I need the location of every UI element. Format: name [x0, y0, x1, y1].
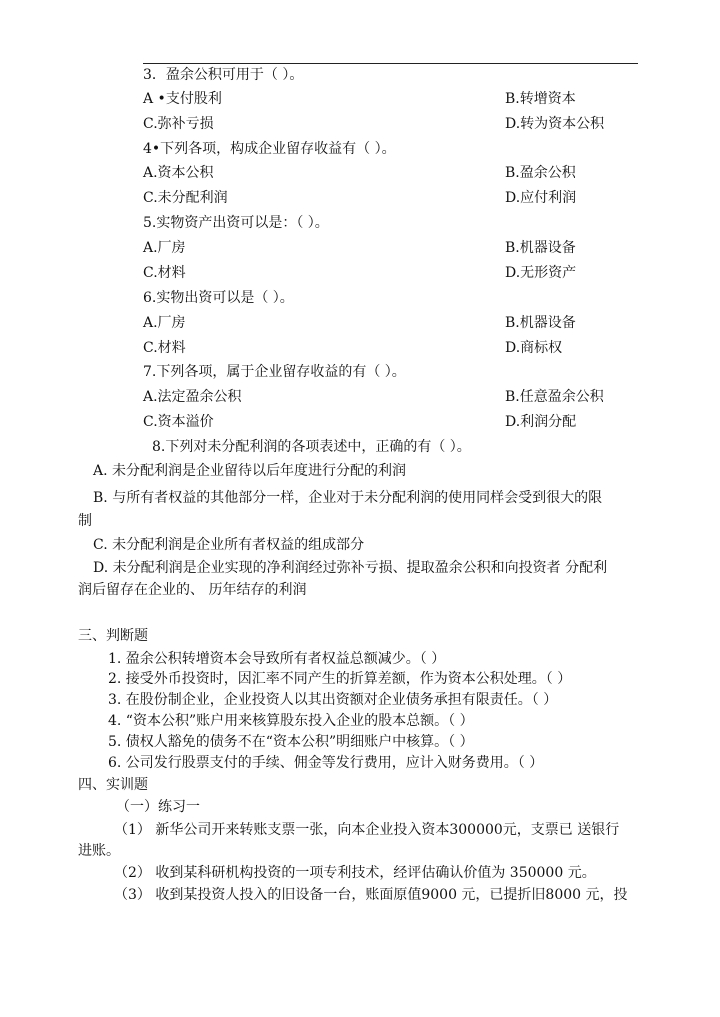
question-stem: 4•下列各项，构成企业留存收益有（ ）。 — [143, 141, 396, 157]
question-stem: 6.实物出资可以是（ ）。 — [143, 290, 294, 306]
option-a: A. 未分配利润是企业留待以后年度进行分配的利润 — [93, 463, 407, 479]
option-a: A.资本公积 — [143, 165, 214, 181]
option-a: A.厂房 — [143, 315, 186, 331]
option-c: C. 未分配利润是企业所有者权益的组成部分 — [93, 537, 365, 553]
exercise-paragraph: （1） 新华公司开来转账支票一张，向本企业投入资本300000元，支票已 送银行 — [114, 822, 620, 838]
option-d: D. 未分配利润是企业实现的净利润经过弥补亏损、提取盈余公积和向投资者 分配利 — [93, 560, 608, 576]
option-d: D.应付利润 — [505, 190, 577, 206]
judgment-item: 1. 盈余公积转增资本会导致所有者权益总额减少。（ ） — [108, 651, 446, 667]
option-b: B.盈余公积 — [505, 165, 576, 181]
option-b: B.机器设备 — [505, 240, 576, 256]
option-d: D.无形资产 — [505, 265, 577, 281]
question-stem: 7.下列各项，属于企业留存收益的有（ ）。 — [143, 364, 406, 380]
judgment-item: 2. 接受外币投资时，因汇率不同产生的折算差额，作为资本公积处理。（ ） — [108, 671, 572, 687]
option-d-continued: 润后留存在企业的、 历年结存的利润 — [78, 582, 307, 598]
option-c: C.材料 — [143, 340, 186, 356]
option-d: D.商标权 — [505, 340, 563, 356]
option-a: A •支付股利 — [143, 91, 222, 107]
option-c: C.材料 — [143, 265, 186, 281]
option-b: B.机器设备 — [505, 315, 576, 331]
question-stem: 3．盈余公积可用于（ ）。 — [143, 67, 304, 83]
option-d: D.利润分配 — [505, 414, 577, 430]
option-a: A.厂房 — [143, 240, 186, 256]
exercise-paragraph-continued: 进账。 — [78, 843, 120, 859]
option-c: C.未分配利润 — [143, 190, 228, 206]
option-b: B. 与所有者权益的其他部分一样，企业对于未分配利润的使用同样会受到很大的限 — [93, 490, 603, 506]
exercise-paragraph: （2） 收到某科研机构投资的一项专利技术，经评估确认价值为 350000 元。 — [114, 865, 596, 881]
section-heading: 三、判断题 — [78, 628, 148, 644]
option-a: A.法定盈余公积 — [143, 389, 242, 405]
section-heading: 四、实训题 — [78, 777, 148, 793]
question-stem: 8.下列对未分配利润的各项表述中，正确的有（ ）。 — [152, 439, 471, 455]
option-c: C.资本溢价 — [143, 414, 214, 430]
top-rule — [143, 63, 638, 64]
judgment-item: 6. 公司发行股票支付的手续、佣金等发行费用，应计入财务费用。（ ） — [108, 755, 544, 771]
judgment-item: 4. “资本公积”账户用来核算股东投入企业的股本总额。（ ） — [108, 713, 474, 729]
option-b: B.任意盈余公积 — [505, 389, 604, 405]
option-b: B.转增资本 — [505, 91, 576, 107]
exercise-heading: （一）练习一 — [116, 799, 200, 815]
option-c: C.弥补亏损 — [143, 116, 214, 132]
judgment-item: 3. 在股份制企业，企业投资人以其出资额对企业债务承担有限责任。（ ） — [108, 692, 558, 708]
exercise-paragraph: （3） 收到某投资人投入的旧设备一台，账面原值9000 元，已提折旧8000 元，投 — [114, 887, 628, 903]
option-b-continued: 制 — [78, 513, 92, 529]
question-stem: 5.实物资产出资可以是：（ ）。 — [143, 215, 329, 231]
judgment-item: 5. 债权人豁免的债务不在“资本公积”明细账户中核算。（ ） — [108, 734, 474, 750]
option-d: D.转为资本公积 — [505, 116, 605, 132]
